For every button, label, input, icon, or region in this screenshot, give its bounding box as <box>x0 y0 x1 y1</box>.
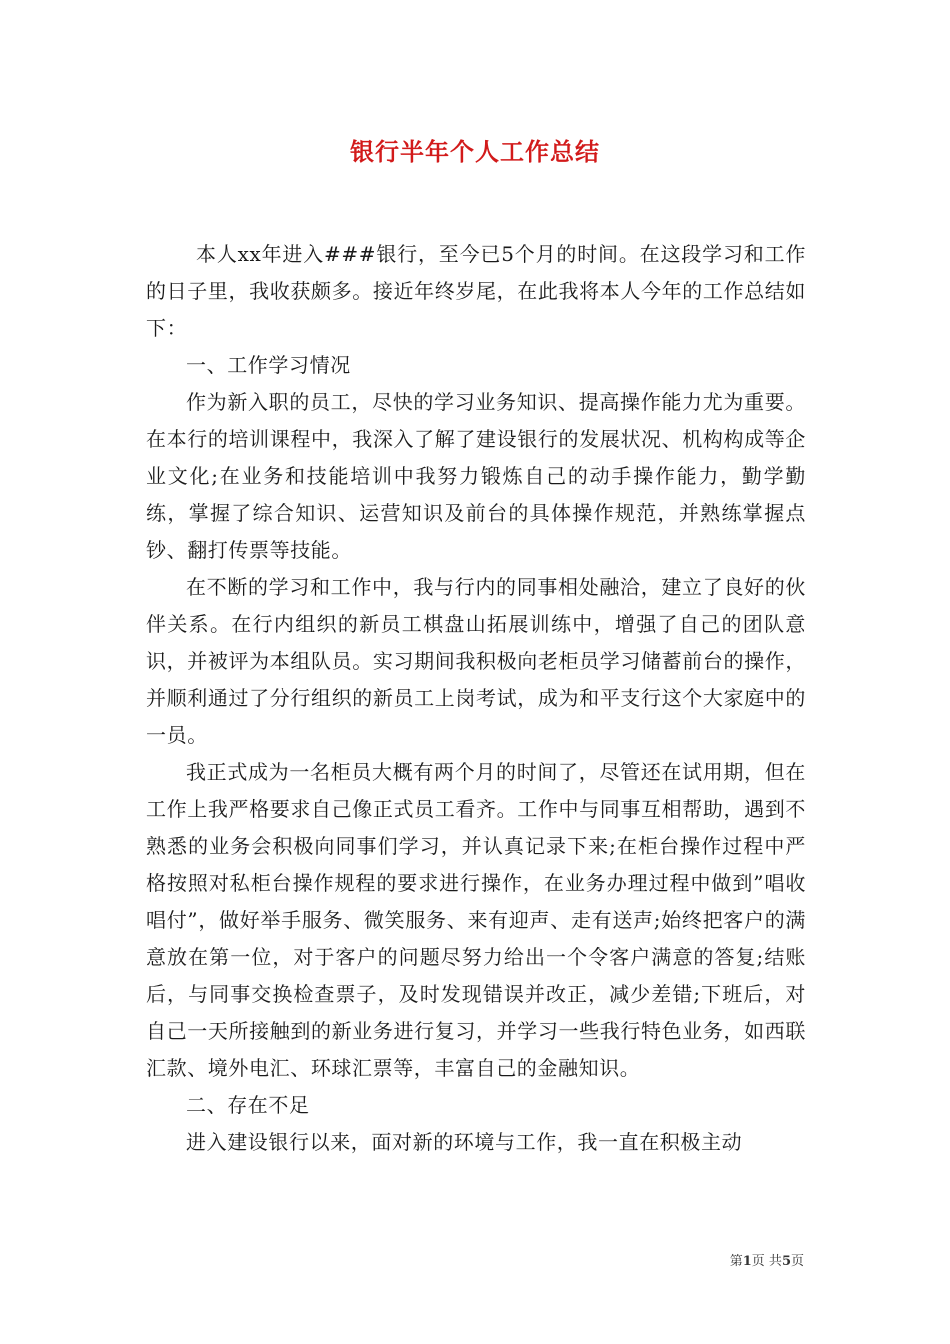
footer-suffix: 页 <box>790 1254 804 1269</box>
paragraph: 进入建设银行以来，面对新的环境与工作，我一直在积极主动 <box>186 1130 743 1154</box>
document-title: 银行半年个人工作总结 <box>350 138 600 166</box>
paragraph: 在不断的学习和工作中，我与行内的同事相处融洽，建立了良好的伙伴关系。在行内组织的新员工棋盘山拓展训练中，增强了自己的团队意识，并被评为本组队员。实习期间我积极向老柜员学习储蓄前台的操作，并顺利通过了分行组织的新员工上岗考试，成为和平支行这个大家庭中的一员。 <box>146 575 806 747</box>
footer-prefix: 第 <box>729 1254 743 1269</box>
section-heading-2: 二、存在不足 <box>186 1093 310 1117</box>
section-heading-1: 一、工作学习情况 <box>186 353 351 377</box>
paragraph-intro: 本人xx年进入###银行，至今已5个月的时间。在这段学习和工作的日子里，我收获颇多。接近年终岁尾，在此我将本人今年的工作总结如下： <box>146 242 806 340</box>
footer-middle: 页 共 <box>751 1254 782 1269</box>
paragraph: 作为新入职的员工，尽快的学习业务知识、提高操作能力尤为重要。在本行的培训课程中，我深入了解了建设银行的发展状况、机构构成等企业文化;在业务和技能培训中我努力锻炼自己的动手操作能力，勤学勤练，掌握了综合知识、运营知识及前台的具体操作规范，并熟练掌握点钞、翻打传票等技能。 <box>146 390 806 562</box>
page-number-footer <box>730 1250 804 1269</box>
footer-total-pages: 5 <box>781 1254 791 1269</box>
paragraph: 我正式成为一名柜员大概有两个月的时间了，尽管还在试用期，但在工作上我严格要求自己像正式员工看齐。工作中与同事互相帮助，遇到不熟悉的业务会积极向同事们学习，并认真记录下来;在柜台操作过程中严格按照对私柜台操作规程的要求进行操作，在业务办理过程中做到”唱收唱付”，做好举手服务、微笑服务、来有迎声、走有送声;始终把客户的满意放在第一位，对于客户的问题尽努力给出一个令客户满意的答复;结账后，与同事交换检查票子，及时发现错误并改正，减少差错;下班后，对自己一天所接触到的新业务进行复习，并学习一些我行特色业务，如西联汇款、境外电汇、环球汇票等，丰富自己的金融知识。 <box>146 760 806 1080</box>
footer-current-page: 1 <box>742 1254 752 1269</box>
document-body <box>146 236 806 1161</box>
